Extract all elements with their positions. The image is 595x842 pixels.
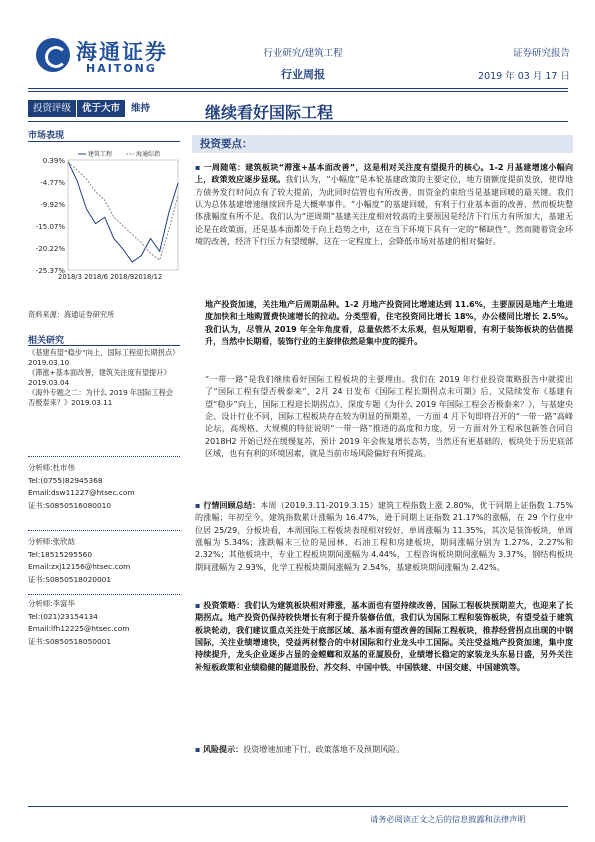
para-lead: 一周随笔：建筑板块“滞涨+基本面改善”，这是相对关注度有望提升的核心。1-2 月基建增速小幅向上，政策效应逐步显现。 [195, 163, 573, 185]
analyst-rule [28, 456, 180, 457]
analyst-rule [28, 594, 180, 595]
footer-rule [28, 806, 568, 807]
bullet-icon: ▪ [195, 163, 204, 172]
para-strategy [195, 600, 573, 674]
market-rule [28, 141, 180, 142]
analyst-3 [28, 598, 178, 648]
analyst-role: 分析师:李富华 [28, 599, 75, 608]
related-item[interactable] [28, 348, 178, 368]
analyst-email[interactable]: Email:lfh12225@htsec.com [28, 624, 130, 633]
para-belt-road [205, 374, 573, 460]
market-chart-svg [28, 146, 183, 291]
y-tick-label: -20.22% [35, 245, 65, 253]
haitong-logo [36, 36, 176, 80]
y-tick-label: -4.77% [40, 179, 65, 187]
analyst-rule [28, 530, 180, 531]
analyst-role: 分析师:杜市伟 [28, 463, 75, 472]
para-lead: 投资策略： [203, 601, 245, 610]
related-date: 2019.03.11 [71, 398, 113, 407]
related-date: 2019.03.04 [28, 378, 70, 387]
header-right [470, 45, 570, 82]
para-market-review [195, 500, 573, 574]
para-body: 投资增速加速下行、政策落地不及预期风险。 [243, 745, 405, 754]
analyst-email[interactable]: Email:zxj12156@htsec.com [28, 562, 131, 571]
related-date: 2019.03.10 [28, 358, 70, 367]
related-text: 《基建有望“稳步”向上，国际工程迎长期拐点》 [28, 348, 180, 357]
analyst-1 [28, 462, 178, 512]
header-rule [28, 88, 568, 89]
y-tick-label: -15.07% [35, 223, 65, 231]
legend-label: 建筑工程 [88, 151, 113, 158]
legend-label: 海通综指 [136, 151, 161, 158]
para-body: 我们认为，“小幅度”是本轮基建政策的主要定位，地方债额度提前发放，使得地方债务发行时间点有了较大提前，为此同时信管也有所改善，而资金约束给当是基建回暖的最关键。我们认为总体基建增速继续回升是大概率事件。“小幅度”的基建回暖，有利于行业基本面的改善，然而板块整体涨幅度有所不足。我们认为“逆周期”基建关注度相对较高的主要原因是经济下行压力有所加大，基建无论是在政策面，还是基本面都处于向上趋势之中，这在当下环境下具有一定的“稀缺性”，然而随着资金环境的改善，经济下行压力有望缓解，这在一定程度上，会降低市场对基建的相对偏好。 [195, 175, 574, 247]
y-tick-label: -9.92% [40, 201, 65, 209]
related-item[interactable] [28, 388, 178, 408]
chart-source: 资料来源：海通证券研究所 [28, 310, 115, 319]
para-weekly-essay [195, 162, 573, 248]
para-property [205, 299, 573, 348]
key-points-header: 投资要点： [192, 135, 573, 153]
related-text: 《滞涨+基本面改善，建筑关注度有望提升》 [28, 368, 171, 377]
rating-status: 维持 [126, 100, 155, 117]
bullet-icon: ▪ [195, 745, 203, 754]
para-body: “一带一路”是我们继续看好国际工程板块的主要理由。我们在 2019 年行业投资策略报告中就提出了“国际工程有望否极泰来”，2月 24 日发布《国际工程长期拐点未可期》后，又陆续发布《基建有望“稳步”向上，国际工程迎长期拐点》、深度专题《为什么 2019 年国际工程会否极泰来？》，与基建央企、设计行业不同，国际工程板块存在较为明显的预期差，一方面 4 月下旬即将召开的“一带一路”高峰论坛，高规格、大规模的特征说明“一带一路”推进的高度和力度，另一方面对外工程承包新签合同自 2018H2 开始已经在缓慢复苏，预计 2019 年会恢复增长态势，当然还有更基础的，板块处于历史底部区域，也有有利的环境因素，就是当前市场风险偏好有所提高。 [205, 375, 573, 459]
market-chart [28, 146, 183, 291]
analyst-cert: 证书:S0850516080010 [28, 500, 112, 510]
analyst-cert: 证书:S0850518020001 [28, 574, 112, 584]
para-body: 本周（2019.3.11-2019.3.15）建筑工程指数上涨 2.80%，优于同期上证指数 1.75%的涨幅；年初至今，建筑指数累计涨幅为 16.47%，逊于同期上证指数 21.17%的涨幅，在 29 个行业中位居 25/29，分板块看，本周国际工程板块表现相对较好，单周涨幅为 11.35%，其次是装饰板块，单周涨幅为 5.34%；涨跌幅末三位的是园林、石油工程和房建板块，期间涨幅分别为 1.27%、2.27%和 2.32%；其他板块中，专业工程板块期间涨幅为 4.44%，工程咨询板块期间涨幅为 3.37%，钢结构板块期间涨幅为 2.93%，化学工程板块期间涨幅为 2.54%，基建板块期间涨幅为 2.42%。 [195, 501, 574, 572]
analyst-role: 分析师:张欣劼 [28, 537, 75, 546]
title-rule [28, 121, 568, 122]
logo-cn: 海通证券 [76, 39, 168, 64]
header-subtitle: 行业周报 [281, 68, 325, 81]
header-category: 行业研究/建筑工程 [263, 48, 343, 59]
rating-bar [28, 100, 155, 117]
analyst-cert: 证书:S0850518050001 [28, 636, 112, 646]
para-risk [195, 744, 573, 756]
related-rule [28, 345, 180, 346]
rating-label: 投资评级 [28, 100, 77, 117]
analyst-tel: Tel:(0755)82945368 [28, 475, 103, 485]
rating-value: 优于大市 [77, 100, 126, 117]
analyst-2 [28, 536, 178, 586]
page-title: 继续看好国际工程 [205, 103, 334, 122]
bullet-icon: ▪ [195, 501, 204, 510]
related-text: 《海外专题之二：为什么 2019 年国际工程会否极泰来？》 [28, 388, 174, 407]
y-tick-label: 0.39% [42, 157, 65, 165]
report-type: 证券研究报告 [512, 48, 570, 59]
footer-disclaimer[interactable]: 请务必阅读正文之后的信息披露和法律声明 [370, 814, 526, 824]
market-title: 市场表现 [28, 131, 65, 141]
para-lead: 行情回顾总结： [203, 501, 261, 510]
y-tick-label: -25.37% [35, 267, 65, 275]
header-center [238, 45, 368, 82]
analyst-email[interactable]: Email:dsw11227@htsec.com [28, 488, 135, 497]
related-list [28, 348, 178, 408]
para-body: 我们认为建筑板块相对滞涨，基本面也有望持续改善，国际工程板块预期差大，也迎来了长期拐点。地产投资仍保持较快增长有利于提升装修估值，我们认为国际工程和装饰板块，有望受益于建筑板块轮动，我们建议重点关注处于底部区域、基本面有望改善的国际工程板块，推荐经营拐点出现的中钢国际，关注业绩增速快，受益两材整合的中材国际和行业龙头中工国际。关注受益地产投资加速，集中度持续提升，龙头企业逐步占显的金螳螂和双基的亚厦股份，业绩增长稳定的家装龙头东易日盛，另外关注补短板政策和业绩稳健的隧道股份、苏交科、中国中铁、中国铁建、中国交建、中国建筑等。 [195, 601, 574, 672]
analyst-tel: Tel:18515295560 [28, 549, 93, 559]
related-title: 相关研究 [28, 336, 65, 346]
report-date: 2019 年 03 月 17 日 [478, 71, 570, 82]
logo-en: HAITONG [86, 62, 157, 75]
x-tick-labels: 2018/3 2018/6 2018/92018/12 [58, 273, 163, 281]
analyst-tel: Tel:(021)23154134 [28, 611, 98, 621]
bullet-icon: ▪ [195, 601, 204, 610]
related-item[interactable] [28, 368, 178, 388]
logo-icon [36, 38, 70, 72]
header-rule-thin [28, 91, 568, 92]
para-body: 地产投资加速，关注地产后周期品种。1-2 月地产投资同比增速达到 11.6%，主要原因是地产土地进度加快和土地购置费快速增长的拉动。分类型看，住宅投资同比增长 18%，办公楼同比增长 2.5%。我们认为，尽管从 2019 年全年角度看，总量依然不太乐观，但从短期看，有利于装饰板块的估值提升，当然中长期看，装饰行业的主旋律依然是集中度的提升。 [205, 300, 573, 347]
para-lead: 风险提示： [202, 745, 244, 754]
